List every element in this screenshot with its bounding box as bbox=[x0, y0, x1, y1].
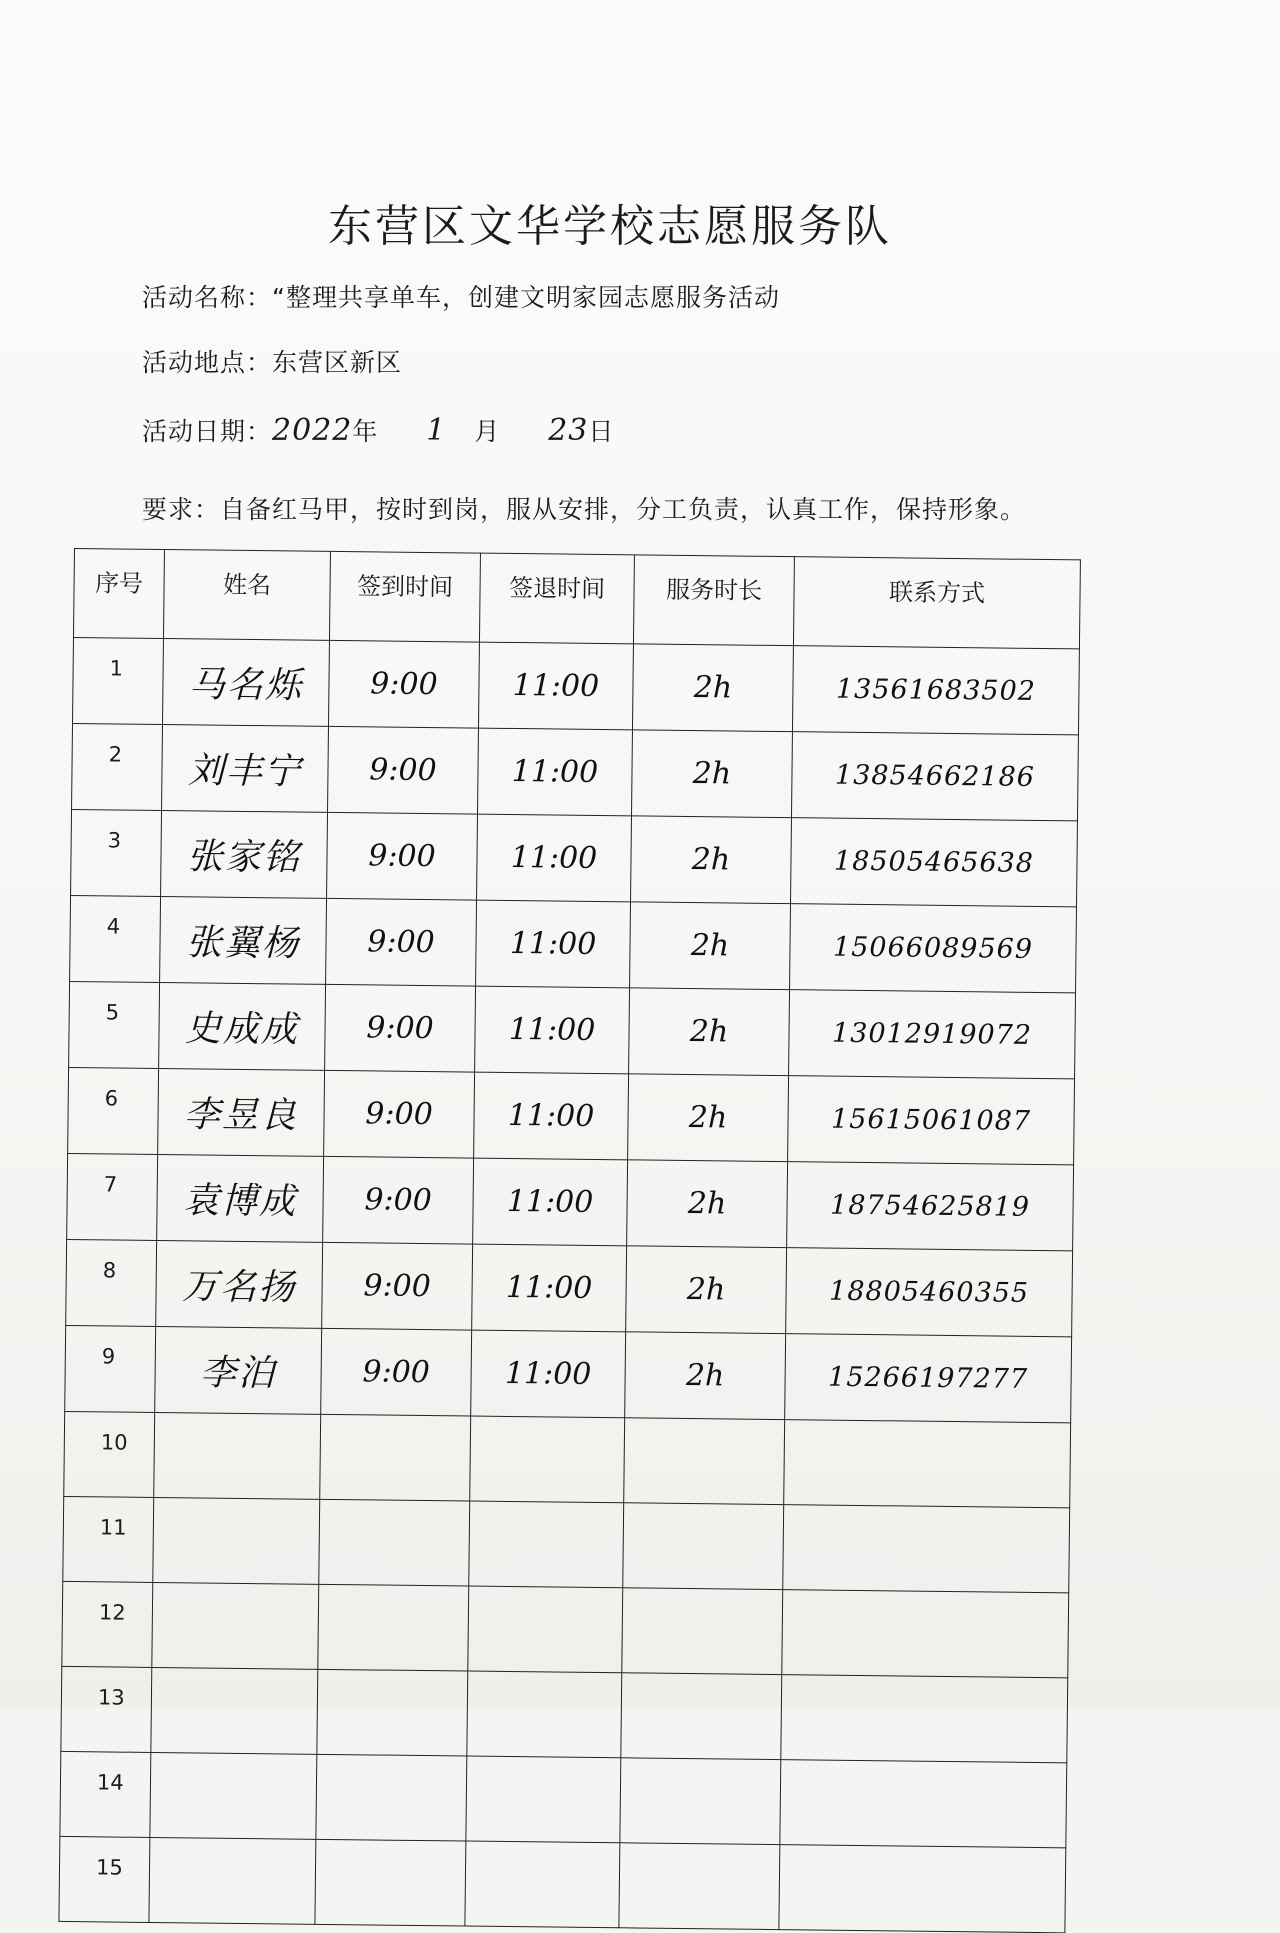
service-duration: 2h bbox=[629, 988, 790, 1076]
volunteer-name bbox=[152, 1582, 319, 1669]
table-row bbox=[70, 895, 1077, 992]
row-number: 2 bbox=[72, 723, 163, 810]
contact-number bbox=[779, 1845, 1066, 1933]
service-duration: 2h bbox=[631, 730, 792, 818]
table-row bbox=[69, 981, 1076, 1078]
checkin-time: 9:00 bbox=[326, 898, 477, 986]
requirements-value: 自备红马甲，按时到岗，服从安排，分工负责，认真工作，保持形象。 bbox=[220, 495, 1027, 524]
row-number: 4 bbox=[70, 895, 161, 982]
table-row bbox=[73, 637, 1080, 734]
row-number: 9 bbox=[65, 1325, 156, 1412]
contact-number bbox=[782, 1590, 1069, 1678]
checkout-time bbox=[469, 1501, 624, 1588]
row-number: 1 bbox=[73, 637, 164, 724]
volunteer-name: 史成成 bbox=[159, 982, 326, 1070]
table-row bbox=[72, 723, 1079, 820]
contact-number: 18805460355 bbox=[786, 1248, 1073, 1337]
contact-number bbox=[780, 1760, 1067, 1848]
table-row bbox=[65, 1325, 1072, 1422]
service-duration: 2h bbox=[632, 644, 793, 732]
checkout-time: 11:00 bbox=[477, 814, 632, 902]
table-row bbox=[62, 1581, 1069, 1677]
activity-name-line bbox=[142, 278, 780, 314]
header-index: 序号 bbox=[73, 549, 164, 639]
contact-number bbox=[781, 1675, 1068, 1763]
volunteer-name: 李昱良 bbox=[158, 1068, 325, 1156]
header-contact: 联系方式 bbox=[793, 557, 1080, 649]
activity-location-line bbox=[142, 343, 402, 379]
checkout-time bbox=[466, 1756, 621, 1843]
contact-number bbox=[783, 1505, 1070, 1593]
contact-number bbox=[784, 1420, 1071, 1508]
activity-date-year: 2022 bbox=[272, 413, 353, 448]
activity-date-year-unit: 年 bbox=[352, 417, 379, 446]
checkout-time: 11:00 bbox=[474, 1072, 629, 1160]
volunteer-name: 袁博成 bbox=[157, 1154, 324, 1242]
checkin-time bbox=[320, 1414, 471, 1501]
volunteer-name: 李泊 bbox=[155, 1326, 322, 1414]
row-number: 7 bbox=[67, 1153, 158, 1240]
header-checkin: 签到时间 bbox=[329, 551, 480, 642]
checkout-time bbox=[465, 1841, 620, 1928]
table-row bbox=[67, 1153, 1074, 1250]
volunteer-name: 张家铭 bbox=[161, 811, 328, 899]
table-row bbox=[63, 1496, 1070, 1592]
volunteer-table bbox=[58, 548, 1081, 1933]
row-number: 11 bbox=[63, 1496, 154, 1582]
volunteer-name bbox=[154, 1412, 321, 1499]
checkout-time: 11:00 bbox=[472, 1244, 627, 1332]
checkin-time: 9:00 bbox=[327, 812, 478, 900]
contact-number: 15615061087 bbox=[788, 1076, 1075, 1165]
checkout-time: 11:00 bbox=[478, 728, 633, 816]
activity-date-month: 1 bbox=[426, 413, 447, 448]
checkin-time: 9:00 bbox=[322, 1242, 473, 1330]
volunteer-name: 刘丰宁 bbox=[162, 725, 329, 813]
volunteer-name: 张翼杨 bbox=[160, 897, 327, 985]
service-duration: 2h bbox=[631, 816, 792, 904]
volunteer-name: 马名烁 bbox=[163, 639, 330, 727]
checkin-time: 9:00 bbox=[323, 1156, 474, 1244]
row-number: 10 bbox=[64, 1411, 155, 1497]
volunteer-name bbox=[153, 1497, 320, 1584]
table-row bbox=[61, 1666, 1068, 1762]
checkin-time: 9:00 bbox=[328, 640, 479, 728]
checkin-time: 9:00 bbox=[325, 984, 476, 1072]
service-duration bbox=[623, 1503, 784, 1590]
page-title: 东营区文华学校志愿服务队 bbox=[328, 201, 892, 252]
service-duration: 2h bbox=[626, 1246, 787, 1334]
table-row bbox=[60, 1751, 1067, 1847]
row-number: 13 bbox=[61, 1666, 152, 1752]
activity-date-label: 活动日期： bbox=[142, 417, 273, 446]
checkout-time bbox=[467, 1671, 622, 1758]
activity-date-line bbox=[142, 412, 614, 448]
row-number: 12 bbox=[62, 1581, 153, 1667]
service-duration: 2h bbox=[627, 1160, 788, 1248]
checkout-time: 11:00 bbox=[476, 900, 631, 988]
requirements-line bbox=[142, 490, 1026, 526]
table-row bbox=[66, 1239, 1073, 1336]
header-duration: 服务时长 bbox=[633, 555, 794, 646]
checkin-time bbox=[316, 1754, 467, 1841]
activity-name-label: 活动名称： bbox=[142, 283, 273, 312]
header-checkout: 签退时间 bbox=[479, 553, 634, 644]
contact-number: 13561683502 bbox=[792, 646, 1079, 735]
volunteer-name bbox=[149, 1837, 316, 1924]
checkout-time: 11:00 bbox=[478, 642, 633, 730]
contact-number: 15266197277 bbox=[785, 1334, 1072, 1423]
checkin-time bbox=[319, 1499, 470, 1586]
contact-number: 13012919072 bbox=[789, 990, 1076, 1079]
contact-number: 18505465638 bbox=[791, 818, 1078, 907]
checkin-time bbox=[317, 1669, 468, 1756]
checkin-time: 9:00 bbox=[328, 726, 479, 814]
checkout-time: 11:00 bbox=[473, 1158, 628, 1246]
checkout-time: 11:00 bbox=[475, 986, 630, 1074]
row-number: 3 bbox=[71, 809, 162, 896]
checkout-time bbox=[470, 1416, 625, 1503]
contact-number: 18754625819 bbox=[787, 1162, 1074, 1251]
activity-name-value: “整理共享单车，创建文明家园志愿服务活动 bbox=[272, 283, 780, 312]
service-duration bbox=[619, 1843, 780, 1930]
row-number: 5 bbox=[69, 981, 160, 1068]
table-header-row bbox=[73, 549, 1080, 649]
table-row bbox=[71, 809, 1078, 906]
contact-number: 15066089569 bbox=[790, 904, 1077, 993]
row-number: 15 bbox=[59, 1836, 150, 1922]
activity-location-label: 活动地点： bbox=[142, 348, 273, 377]
row-number: 6 bbox=[68, 1067, 159, 1154]
checkout-time: 11:00 bbox=[471, 1330, 626, 1418]
activity-date-day-unit: 日 bbox=[588, 417, 615, 446]
service-duration bbox=[624, 1418, 785, 1505]
activity-date-day: 23 bbox=[548, 413, 589, 448]
table-row bbox=[64, 1411, 1071, 1507]
contact-number: 13854662186 bbox=[791, 732, 1078, 821]
service-duration bbox=[622, 1588, 783, 1675]
activity-location-value: 东营区新区 bbox=[272, 348, 403, 377]
service-duration bbox=[621, 1673, 782, 1760]
checkin-time bbox=[318, 1584, 469, 1671]
row-number: 14 bbox=[60, 1751, 151, 1837]
checkin-time: 9:00 bbox=[321, 1328, 472, 1416]
volunteer-name: 万名扬 bbox=[156, 1240, 323, 1328]
header-name: 姓名 bbox=[163, 550, 330, 641]
service-duration: 2h bbox=[625, 1332, 786, 1420]
volunteer-name bbox=[151, 1667, 318, 1754]
volunteer-name bbox=[150, 1752, 317, 1839]
requirements-label: 要求： bbox=[142, 495, 221, 524]
table-row bbox=[59, 1836, 1066, 1932]
activity-date-month-unit: 月 bbox=[474, 417, 501, 446]
service-duration: 2h bbox=[628, 1074, 789, 1162]
checkin-time: 9:00 bbox=[324, 1070, 475, 1158]
table-row bbox=[68, 1067, 1075, 1164]
service-duration bbox=[620, 1758, 781, 1845]
checkin-time bbox=[315, 1839, 466, 1926]
service-duration: 2h bbox=[630, 902, 791, 990]
row-number: 8 bbox=[66, 1239, 157, 1326]
volunteer-table-wrapper bbox=[61, 548, 1080, 1880]
checkout-time bbox=[468, 1586, 623, 1673]
